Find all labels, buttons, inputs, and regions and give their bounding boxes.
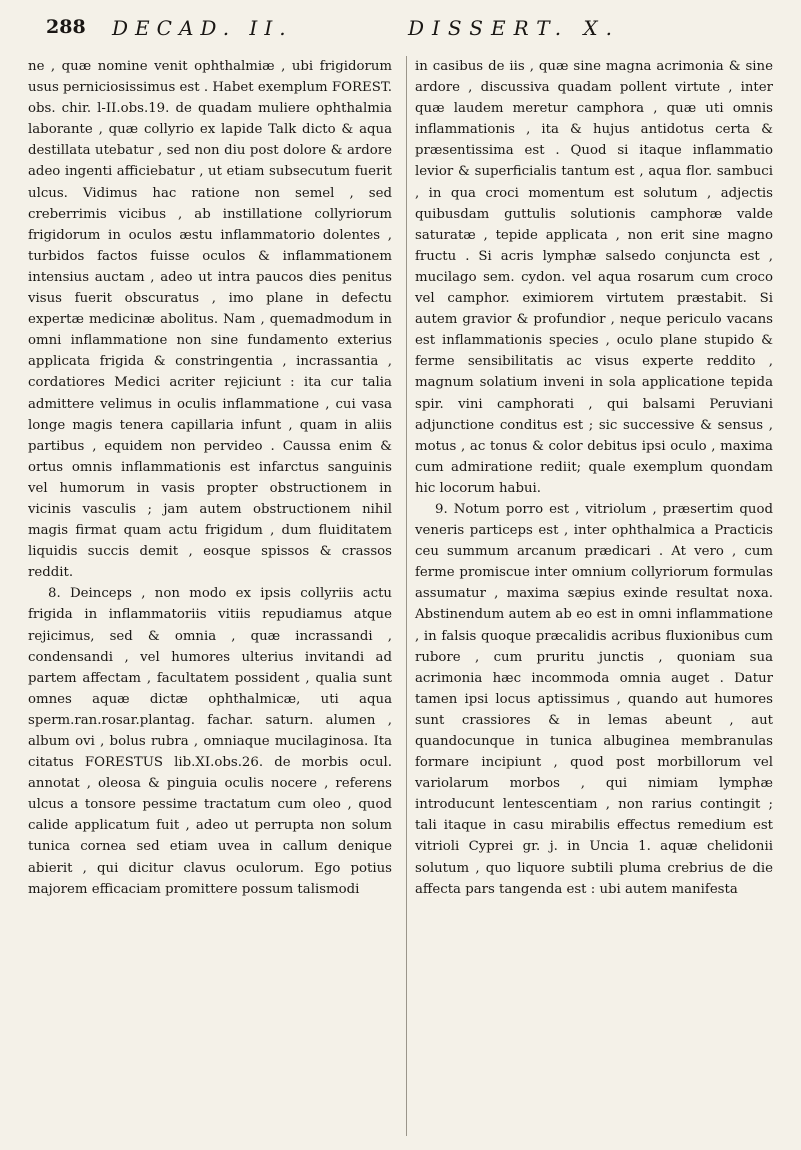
right-paragraph-1: in casibus de iis , quæ sine magna acrimonia & sine ardore , discussiva quadam pollent virtute , inter quæ laudem meretur camphora , quæ uti omnis inflammationis , ita & hujus antidotus certa & præsentissima est . Quod si itaque inflammatio levior & superficialis tantum est , aqua flor. sambuci , in qua croci momentum est solutum , adjectis quibusdam guttulis solutionis camphoræ valde saturatæ , tepide applicata , non erit sine magno fructu . Si acris lymphæ salsedo conjuncta est , mucilago sem. cydon. vel aqua rosarum cum croco vel camphor. eximiorem virtutem præstabit. Si autem gravior & profundior , neque periculo vacans est inflammationis species , oculo plane stupido & ferme sensibilitatis ac visus experte reddito , magnum solatium inveni in sola applicatione tepida spir. vini camphorati , qui balsami Peruviani adjunctione conditus est ; sic successive & sensus , motus , ac tonus & color debitus ipsi oculo , maxima cum admiratione rediit; quale exemplum quondam hic locorum habui. [415,59,773,496]
running-header [0,16,801,46]
right-paragraph-2: 9. Notum porro est , vitriolum , præsertim quod veneris particeps est , inter ophthalmica a Practicis ceu summum arcanum prædicari . At vero , cum ferme promiscue inter omnium collyriorum formulas assumatur , maxima sæpius exinde resultat noxa. Abstinendum autem ab eo est in omni inflammatione , in falsis quoque præcalidis acribus fluxionibus cum rubore , cum pruritu junctis , quoniam sua acrimonia hæc incommoda omnia auget . Datur tamen ipsi locus aptissimus , quando aut humores sunt crassiores & in lemas abeunt , aut quandocunque in tunica albuginea membranulas formare incipiunt , quod post morbillorum vel variolarum morbos , qui nimiam lymphæ introducunt lentescentiam , non rarius contingit ; tali itaque in casu mirabilis effectus remedium est vitrioli Cyprei gr. j. in Uncia 1. aquæ chelidonii solutum , quo liquore subtili pluma crebrius de die affecta pars tangenda est : ubi autem manifesta [415,501,773,897]
header-left-title: DECAD. II. [112,16,293,40]
header-right-title: DISSERT. X. [408,16,621,40]
right-column [406,56,773,1136]
left-paragraph-1: ne , quæ nomine venit ophthalmiæ , ubi frigidorum usus perniciosissimus est . Habet exemplum FOREST. obs. chir. l-II.obs.19. de quadam muliere ophthalmia laborante , quæ collyrio ex lapide Talk dicto & aqua destillata utebatur , sed non diu post dolore & ardore adeo ingenti afficiebatur , ut etiam subsecutum fuerit ulcus. Vidimus hac ratione non semel , sed creberrimis vicibus , ab instillatione collyriorum frigidorum in oculos æstu inflammatorio dolentes , turbidos factos fuisse oculos & inflammationem intensius auctam , adeo ut intra paucos dies penitus visus fuerit obscuratus , imo plane in defectu expertæ medicinæ abolitus. Nam , quemadmodum in omni inflammatione non sine fundamento exterius applicata frigida & constringentia , incrassantia , cordatiores Medici acriter rejiciunt : ita cur talia admittere velimus in oculis inflammatione , cui vasa longe magis tenera capillaria infunt , quam in aliis partibus , equidem non pervideo . Caussa enim & ortus omnis inflammationis est infarctus sanguinis vel humorum in vasis propter obstructionem in vicinis vasculis ; jam autem obstructionem nihil magis firmat quam actu frigidum , dum fluiditatem liquidis succis demit , eosque spissos & crassos reddit. [28,59,392,581]
page-number: 288 [46,16,86,38]
left-column [28,56,392,1136]
left-paragraph-2: 8. Deinceps , non modo ex ipsis collyriis actu frigida in inflammatoriis vitiis repudiamus atque rejicimus, sed & omnia , quæ incrassandi , condensandi , vel humores ulterius invitandi ad partem affectam , facultatem possident , qualia sunt omnes aquæ dictæ ophthalmicæ, uti aqua sperm.ran.rosar.plantag. fachar. saturn. alumen , album ovi , bolus rubra , omniaque mucilaginosa. Ita citatus FORESTUS lib.XI.obs.26. de morbis ocul. annotat , oleosa & pinguia oculis nocere , referens ulcus a tonsore pessime tractatum cum oleo , quod calide applicatum fuit , adeo ut perrupta non solum tunica cornea sed etiam uvea in callum denique abierit , qui dicitur clavus oculorum. Ego potius majorem efficaciam promittere possum talismodi [28,586,392,897]
